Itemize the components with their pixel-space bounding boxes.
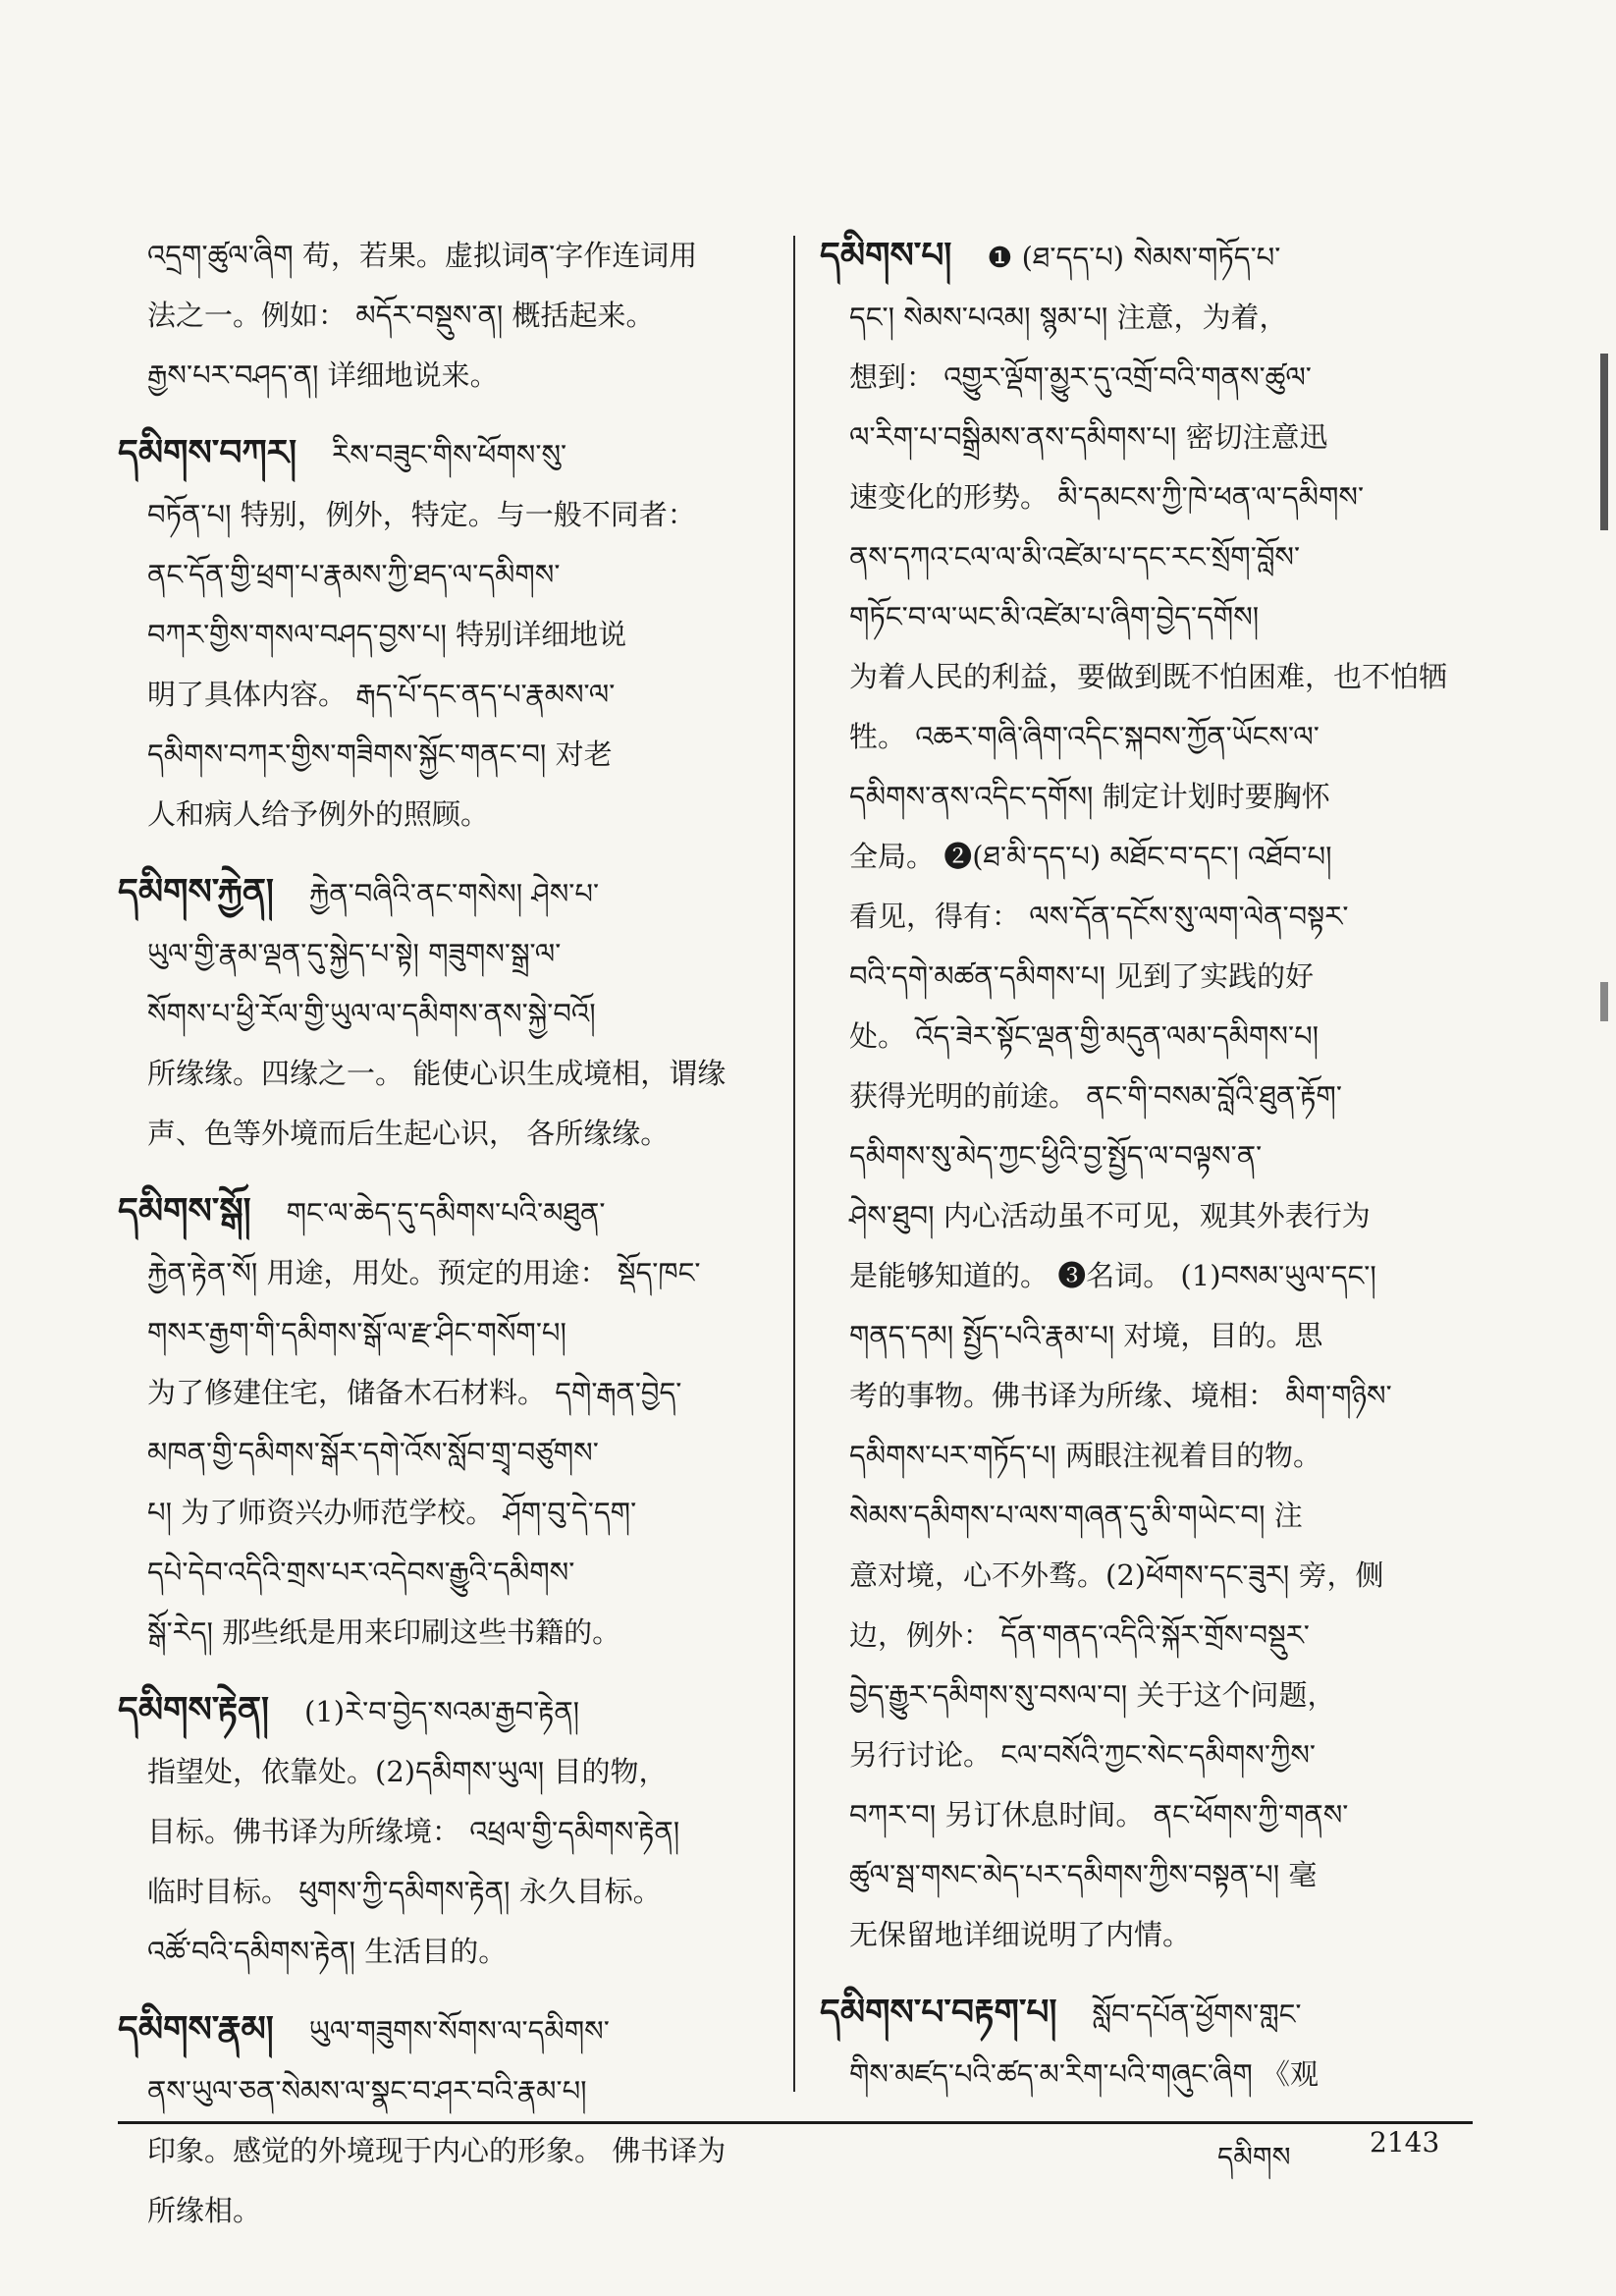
dictionary-entry [820, 1983, 1468, 2105]
definition-text: 想到： འགྱུར་ལྡོག་མྱུར་དུ་འགྲོ་བའི་གནས་ཚུལ་ [849, 360, 1312, 394]
entry-line [118, 1243, 771, 1303]
entry-line [820, 1007, 1468, 1066]
definition-text: པ། 为了师资兴办师范学校。 ཤོག་བུ་དེ་དག་ [147, 1496, 637, 1529]
entry-line [118, 1181, 771, 1243]
entry-line [820, 226, 1468, 288]
entry-line [118, 1922, 771, 1982]
definition-text: 无保留地详细说明了内情。 [849, 1918, 1192, 1951]
entry-line [820, 348, 1468, 408]
entry-line [820, 1725, 1468, 1785]
entry-line [820, 1126, 1468, 1186]
definition-text: རྒྱས་པར་བཤད་ན། 详细地说来。 [147, 358, 499, 392]
definition-text: དམིགས་པར་གཏོད་པ། 两眼注视着目的物。 [849, 1439, 1321, 1472]
entry-line [820, 647, 1468, 707]
definition-text: བའི་དགེ་མཚན་དམིགས་པ། 见到了实践的好 [849, 959, 1315, 993]
entry-line [820, 288, 1468, 348]
entry-line [118, 725, 771, 785]
definition-text: 明了具体内容。 རྒད་པོ་དང་ནད་པ་རྣམས་ལ་ [147, 678, 616, 711]
headword: དམིགས་བཀར། [118, 432, 297, 473]
definition-text: འདྲག་ཚུལ་ཞིག 苟，若果。虚拟词ན་字作连词用 [147, 239, 698, 272]
definition-text: ལ་རིག་པ་བསྒྲིམས་ནས་དམིགས་པ། 密切注意迅 [849, 420, 1328, 454]
entry-line [820, 1666, 1468, 1725]
entry-line [820, 1486, 1468, 1546]
entry-line [118, 785, 771, 845]
definition-text: 印象。感觉的外境现于内心的形象。 佛书译为 [147, 2134, 727, 2167]
page-number: 2143 [1370, 2126, 1440, 2159]
entry-line [820, 887, 1468, 947]
entry-line [118, 1303, 771, 1363]
dictionary-entry [118, 226, 771, 406]
definition-text: གིས་མཛད་པའི་ཚད་མ་རིག་པའི་གཞུང་ཞིག 《观 [849, 2057, 1320, 2091]
dictionary-entry [118, 1181, 771, 1663]
entry-line [118, 665, 771, 725]
definition-text: 人和病人给予例外的照顾。 [147, 797, 490, 831]
entry-line [820, 1186, 1468, 1246]
entry-line [118, 2121, 771, 2181]
dictionary-entry [118, 423, 771, 845]
definition-text: 所缘缘。四缘之一。 能使心识生成境相，谓缘 [147, 1057, 727, 1090]
definition-text: རྐྱེན་རྟེན་སོ། 用途，用处。预定的用途： སྡོད་ཁང་ [147, 1256, 701, 1289]
entry-line [118, 226, 771, 286]
definition-text: སེམས་དམིགས་པ་ལས་གཞན་དུ་མི་གཡེང་བ། 注 [849, 1499, 1303, 1532]
entry-line [820, 1785, 1468, 1845]
dictionary-entry [820, 226, 1468, 1965]
scan-edge-mark [1600, 354, 1608, 530]
dictionary-entry [118, 1999, 771, 2241]
entry-line [118, 346, 771, 406]
entry-line [118, 2061, 771, 2121]
definition-text: 是能够知道的。 ❸名词。 (1)བསམ་ཡུལ་དང་། [849, 1259, 1376, 1292]
definition-text: རིས་བཟུང་གིས་ཕོགས་སུ་ [332, 438, 567, 471]
definition-text: གསར་རྒྱག་གི་དམིགས་སྒོ་ལ་རྫ་ཤིང་གསོག་པ། [147, 1316, 566, 1349]
entry-line [820, 1306, 1468, 1366]
definition-text: ནས་ཡུལ་ཅན་སེམས་ལ་སྣང་བ་ཤར་བའི་རྣམ་པ། [147, 2074, 587, 2107]
entry-line [118, 924, 771, 984]
definition-text: འཚོ་བའི་དམིགས་རྟེན། 生活目的。 [147, 1935, 508, 1968]
definition-text: བཀར་བ། 另订休息时间。 ནང་ཕོགས་ཀྱི་གནས་ [849, 1798, 1349, 1831]
entry-line [820, 527, 1468, 587]
entry-line [118, 1423, 771, 1483]
definition-text: 目标。佛书译为所缘境： འཕྲལ་གྱི་དམིགས་རྟེན། [147, 1815, 680, 1848]
entry-line [820, 467, 1468, 527]
definition-text: 另行讨论。 ངལ་བསོའི་ཀྱང་སེང་དམིགས་ཀྱིས་ [849, 1738, 1316, 1772]
entry-line [820, 1066, 1468, 1126]
entry-line [118, 1104, 771, 1164]
entry-line [820, 1546, 1468, 1606]
scan-edge-mark [1600, 982, 1608, 1021]
definition-text: བཏོན་པ། 特别，例外，特定。与一般不同者： [147, 498, 696, 531]
entry-line [118, 545, 771, 605]
headword: དམིགས་སྒོ། [118, 1190, 251, 1231]
running-head: དམིགས [1217, 2141, 1291, 2173]
entry-line [118, 2181, 771, 2241]
entry-line [118, 862, 771, 924]
headword: དམིགས་རྣམ། [118, 2008, 274, 2050]
dictionary-entry [118, 862, 771, 1164]
definition-text: 考的事物。佛书译为所缘、境相： མིག་གཉིས་ [849, 1379, 1392, 1412]
definition-text: 为着人民的利益，要做到既不怕困难，也不怕牺 [849, 660, 1448, 693]
entry-line [118, 1603, 771, 1663]
definition-text: གང་ལ་ཆེད་དུ་དམིགས་པའི་མཐུན་ [286, 1196, 606, 1230]
entry-line [820, 1426, 1468, 1486]
entry-line [118, 1044, 771, 1104]
entry-line [118, 984, 771, 1044]
entry-line [820, 587, 1468, 647]
entry-line [118, 1680, 771, 1742]
headword: དམིགས་པ། [820, 235, 952, 276]
definition-text: 边，例外： དོན་གནད་འདིའི་སྐོར་གྲོས་བསྡུར་ [849, 1618, 1310, 1652]
definition-text: ཤེས་ཐུབ། 内心活动虽不可见，观其外表行为 [849, 1199, 1371, 1232]
headword: དམིགས་པ་བརྟག་པ། [820, 1992, 1057, 2033]
right-column [820, 226, 1468, 2122]
column-divider [793, 236, 795, 2092]
left-column [118, 226, 771, 2259]
headword: དམིགས་རྟེན། [118, 1689, 269, 1730]
entry-line [118, 485, 771, 545]
definition-text: 意对境，心不外骛。(2)ཕོགས་དང་ཟུར། 旁，侧 [849, 1558, 1384, 1592]
entry-line [118, 605, 771, 665]
entry-line [820, 1246, 1468, 1306]
definition-text: གནད་དམ། སྤྱོད་པའི་རྣམ་པ། 对境，目的。思 [849, 1319, 1323, 1352]
dictionary-entry [118, 1680, 771, 1982]
definition-text: སྒོ་རེད། 那些纸是用来印刷这些书籍的。 [147, 1615, 621, 1649]
definition-text: མཁན་གྱི་དམིགས་སྒོར་དགེ་འོས་སློབ་གྲྭ་བཙུགས་ [147, 1436, 599, 1469]
definition-text: ❶ (ཐ་དད་པ) སེམས་གཏོད་པ་ [987, 241, 1281, 274]
entry-line [820, 2045, 1468, 2105]
entry-line [820, 947, 1468, 1007]
entry-line [820, 1845, 1468, 1905]
definition-text: 全局。 ❷(ཐ་མི་དད་པ) མཐོང་བ་དང་། འཐོབ་པ། [849, 840, 1332, 873]
entry-line [118, 1742, 771, 1802]
definition-text: 为了修建住宅，储备木石材料。 དགེ་རྒན་བྱེད་ [147, 1376, 682, 1409]
entry-line [820, 767, 1468, 827]
definition-text: 法之一。例如： མདོར་བསྡུས་ན། 概括起来。 [147, 299, 655, 332]
definition-text: དཔེ་དེབ་འདིའི་གྲས་པར་འདེབས་རྒྱུའི་དམིགས་ [147, 1556, 575, 1589]
entry-line [118, 423, 771, 485]
entry-line [118, 1999, 771, 2061]
definition-text: 看见，得有： ལས་དོན་དངོས་སུ་ལག་ལེན་བསྟར་ [849, 900, 1349, 933]
definition-text: སོགས་པ་ཕྱི་རོལ་གྱི་ཡུལ་ལ་དམིགས་ནས་སྐྱེ་བའོ། [147, 997, 596, 1030]
definition-text: ནང་དོན་གྱི་ཕྲག་པ་རྣམས་ཀྱི་ཐད་ལ་དམིགས་ [147, 558, 561, 591]
headword: དམིགས་རྐྱེན། [118, 871, 274, 912]
entry-line [820, 1366, 1468, 1426]
definition-text: ཡུལ་གཟུགས་སོགས་ལ་དམིགས་ [308, 2014, 610, 2048]
definition-text: ཚུལ་སྦ་གསང་མེད་པར་དམིགས་ཀྱིས་བསྟན་པ། 毫 [849, 1858, 1318, 1891]
definition-text: (1)རེ་བ་བྱེད་སའམ་རྒྱབ་རྟེན། [303, 1695, 580, 1728]
entry-line [118, 1363, 771, 1423]
entry-line [820, 408, 1468, 467]
entry-line [820, 1905, 1468, 1965]
definition-text: 临时目标。 ཕུགས་ཀྱི་དམིགས་རྟེན། 永久目标。 [147, 1875, 662, 1908]
definition-text: 声、色等外境而后生起心识， 各所缘缘。 [147, 1117, 670, 1150]
definition-text: དམིགས་སུ་མེད་ཀྱང་ཕྱིའི་བྱ་སྤྱོད་ལ་བལྟས་ན་ [849, 1139, 1263, 1173]
definition-text: ནས་དཀའ་ངལ་ལ་མི་འཛེམ་པ་དང་རང་སྲོག་བློས་ [849, 540, 1301, 574]
entry-line [118, 1802, 771, 1862]
definition-text: དང་། སེམས་པའམ། སྙམ་པ། 注意，为着， [849, 301, 1288, 334]
definition-text: 获得光明的前途。 ནང་གི་བསམ་བློའི་ཐུན་རྟོག་ [849, 1079, 1342, 1113]
entry-line [118, 286, 771, 346]
definition-text: བཀར་གྱིས་གསལ་བཤད་བྱས་པ། 特别详细地说 [147, 618, 627, 651]
entry-line [118, 1543, 771, 1603]
definition-text: དམིགས་བཀར་གྱིས་གཟིགས་སྐྱོང་གནང་བ། 对老 [147, 738, 613, 771]
footer-rule [118, 2121, 1473, 2124]
definition-text: 速变化的形势。 མི་དམངས་ཀྱི་ཁེ་ཕན་ལ་དམིགས་ [849, 480, 1365, 514]
entry-line [820, 827, 1468, 887]
definition-text: 处。 འོད་ཟེར་སྟོང་ལྡན་གྱི་མདུན་ལམ་དམིགས་པ། [849, 1019, 1320, 1053]
definition-text: སློབ་དཔོན་ཕྱོགས་གླང་ [1092, 1997, 1302, 2031]
definition-text: རྐྱེན་བཞིའི་ནང་གསེས། ཤེས་པ་ [308, 877, 600, 910]
definition-text: བྱེད་རྒྱུར་དམིགས་སུ་བསལ་བ། 关于这个问题， [849, 1678, 1336, 1712]
definition-text: 所缘相。 [147, 2194, 262, 2227]
definition-text: ཡུལ་གྱི་རྣམ་ལྡན་དུ་སྐྱེད་པ་སྟེ། གཟུགས་སྒྲ་ལ་ [147, 937, 562, 970]
definition-text: དམིགས་ནས་འདིང་དགོས། 制定计划时要胸怀 [849, 780, 1330, 813]
entry-line [118, 1862, 771, 1922]
definition-text: གཏོང་བ་ལ་ཡང་མི་འཛེམ་པ་ཞིག་བྱེད་དགོས། [849, 600, 1260, 633]
entry-line [820, 1606, 1468, 1666]
definition-text: 指望处，依靠处。(2)དམིགས་ཡུལ། 目的物， [147, 1755, 668, 1788]
entry-line [820, 707, 1468, 767]
entry-line [820, 1983, 1468, 2045]
definition-text: 牲。 འཆར་གཞི་ཞིག་འདིང་སྐབས་ཀྱོན་ཡོངས་ལ་ [849, 720, 1320, 753]
entry-line [118, 1483, 771, 1543]
